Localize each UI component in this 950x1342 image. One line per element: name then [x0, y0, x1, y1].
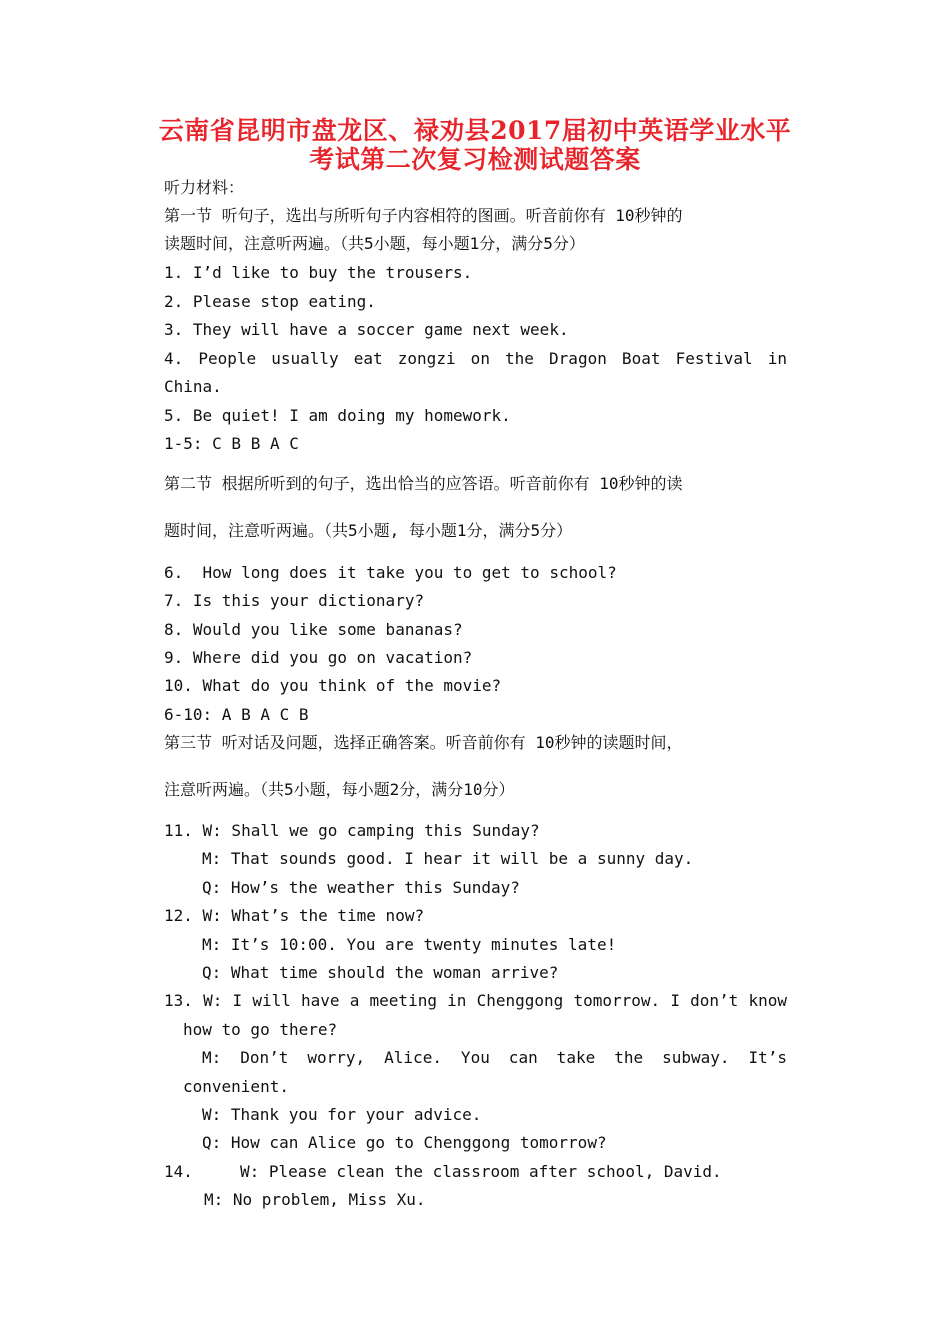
section3-intro-line2: 注意听两遍。（共5小题，每小题2分，满分10分）: [164, 780, 515, 799]
q13-w-continued: how to go there?: [183, 1020, 338, 1039]
item-9: 9. Where did you go on vacation?: [164, 648, 473, 667]
item-3: 3. They will have a soccer game next week.: [164, 320, 569, 339]
q12-w: 12. W: What’s the time now?: [164, 906, 425, 925]
section2-intro-line2: 题时间，注意听两遍。（共5小题, 每小题1分，满分5分）: [164, 521, 573, 540]
item-10: 10. What do you think of the movie?: [164, 676, 502, 695]
q13-w: 13. W: I will have a meeting in Chenggong tomorrow. I don’t know: [164, 991, 787, 1010]
section3-intro-line1: 第三节 听对话及问题，选择正确答案。听音前你有 10秒钟的读题时间，: [164, 733, 683, 752]
q12-m: M: It’s 10:00. You are twenty minutes late!: [202, 935, 617, 954]
item-5: 5. Be quiet! I am doing my homework.: [164, 406, 511, 425]
q13-m-continued: convenient.: [183, 1077, 289, 1096]
item-1: 1. I’d like to buy the trousers.: [164, 263, 473, 282]
item-6: 6. How long does it take you to get to school?: [164, 563, 617, 582]
q12-q: Q: What time should the woman arrive?: [202, 963, 559, 982]
item-4: 4. People usually eat zongzi on the Dragon Boat Festival in: [164, 349, 787, 368]
q11-w: 11. W: Shall we go camping this Sunday?: [164, 821, 540, 840]
item-7: 7. Is this your dictionary?: [164, 591, 425, 610]
q14-m: M: No problem, Miss Xu.: [204, 1190, 426, 1209]
q13-m: M: Don’t worry, Alice. You can take the subway. It’s: [202, 1048, 787, 1067]
heading: 听力材料：: [164, 178, 245, 197]
item-8: 8. Would you like some bananas?: [164, 620, 463, 639]
section1-answers: 1-5: C B B A C: [164, 434, 299, 453]
q13-w2: W: Thank you for your advice.: [202, 1105, 482, 1124]
document-title: [140, 116, 810, 174]
section2-intro-line1: 第二节 根据所听到的句子，选出恰当的应答语。听音前你有 10秒钟的读: [164, 474, 683, 493]
q14-number: 14.: [164, 1162, 193, 1181]
item-2: 2. Please stop eating.: [164, 292, 376, 311]
section1-intro-line1: 第一节 听句子，选出与所听句子内容相符的图画。听音前你有 10秒钟的: [164, 206, 683, 225]
section2-answers: 6-10: A B A C B: [164, 705, 309, 724]
q11-q: Q: How’s the weather this Sunday?: [202, 878, 520, 897]
title-line-2: 考试第二次复习检测试题答案: [309, 145, 641, 174]
q14-w: W: Please clean the classroom after school, David.: [240, 1162, 722, 1181]
section1-intro-line2: 读题时间，注意听两遍。（共5小题，每小题1分，满分5分）: [164, 234, 585, 253]
title-line-1: 云南省昆明市盘龙区、禄劝县2017届初中英语学业水平: [158, 116, 792, 145]
item-4-continued: China.: [164, 377, 222, 396]
q11-m: M: That sounds good. I hear it will be a sunny day.: [202, 849, 694, 868]
q13-q: Q: How can Alice go to Chenggong tomorrow?: [202, 1133, 607, 1152]
